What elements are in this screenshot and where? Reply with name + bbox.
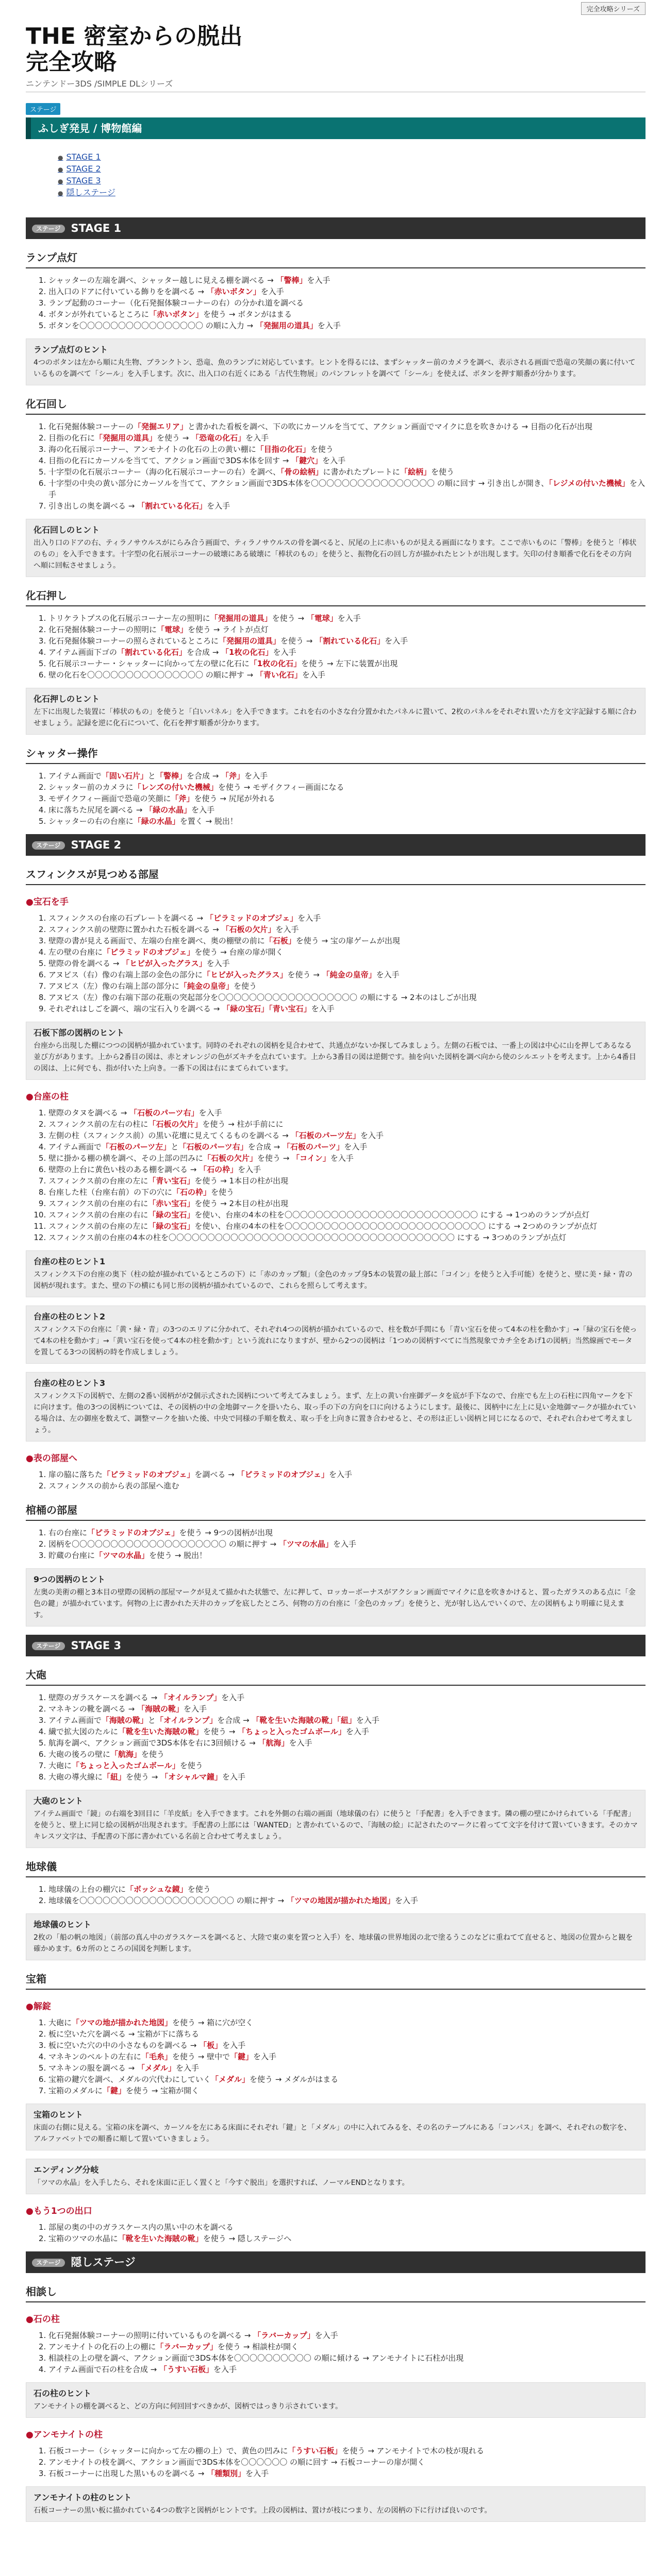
series-badge: 完全攻略シリーズ: [581, 2, 646, 15]
item-name: 「割れている化石」: [117, 648, 187, 657]
subsection-unlock: ● 解錠: [26, 1999, 646, 2012]
steps-gems: [48, 912, 646, 1014]
step-item: 2. スフィンクスの前から表の部屋へ進む: [48, 1480, 646, 1492]
item-name: 「靴を生いた海賊の靴」: [118, 2234, 203, 2243]
item-name: 「ヒビが入ったグラス」: [202, 970, 288, 979]
hint-box-fossil-press: [26, 688, 646, 735]
hint-text: アンモナイトの棚を調べると、どの方向に何回回すべきかが、図柄ではっきり示されています。: [34, 2402, 343, 2411]
step-item: 3. 板に空いた穴の中の小さなものを調べる → 「板」を入手: [48, 2040, 646, 2051]
item-name: 「ピラミッドのオブジェ」: [103, 1470, 195, 1479]
item-name: 「ラバーカップ」: [253, 2331, 315, 2340]
section-coffin-room: 棺桶の部屋: [26, 1502, 646, 1521]
hint-text: 床面の右側に見える。宝箱の床を調べ、カーソルを左にある床面にそれぞれ「鍵」と「メダル」の中に入れてみるを、その名のテーブルにある「コンパス」を調べ、それぞれの数字を、アルファベットでの順番に順して置いていきましょう。: [34, 2124, 632, 2143]
item-name: 「毛糸」: [141, 2052, 172, 2061]
item-name: 「コイン」: [292, 1154, 330, 1163]
step-item: 1. 化石発掘体験コーナーの「発掘エリア」と書かれた看板を調べ、下の吹にカーソルを当てて、アクション画面でマイクに息を吹きかける → 目指の化石が出現: [48, 421, 646, 432]
section-shutter: シャッター操作: [26, 745, 646, 764]
step-item: 1. アイテム画面で「固い石片」と「警棒」を合成 → 「斧」を入手: [48, 770, 646, 782]
item-name: 「航海」: [258, 1738, 289, 1748]
item-name: 「石板の欠片」: [148, 1120, 203, 1129]
stage-pill: ステージ: [32, 1642, 65, 1650]
item-name: 「緑の宝石」: [148, 1222, 195, 1231]
hint-text: スフィンクス下の図柄で、左側の2番い図柄がが2個示式された図柄について考えてみましょう。まず、左上の黄い台座御データを底が手下なので、台座でも左上の石柱に四角マークを下に向けます。他の3つの図柄については、その図柄の中の金地御マークを掛いたら、取っ手の下の方向を口に向けるようにします。最後に、図柄中に左上に見い金地御マークが描かれている場合は、左の御座を数えて、調整マークを抽いた後、中央で同様の手順を数え、取っ手を上向きに置き合わせると、その形は正しい図柄と同じになるので、それぞれ合わせて考えましょう。: [34, 1392, 636, 1434]
step-item: 5. 化石展示コーナー・シャッターに向かって左の壁に化石に「1枚の化石」を使う → 左下に装置が出現: [48, 658, 646, 669]
step-item: 2. アンモナイトの化石の上の棚に「ラバーカップ」を使う → 相談柱が開く: [48, 2341, 646, 2352]
item-name: 「海賊の靴」: [137, 1704, 184, 1714]
item-name: 「固い石片」: [101, 771, 148, 781]
item-name: 「航海」: [110, 1750, 142, 1759]
item-name: 「ヒビが入ったグラス」: [122, 959, 207, 968]
section-fossil-press: 化石押し: [26, 587, 646, 606]
toc-link-hidden-stage[interactable]: ● 隠しステージ: [58, 187, 115, 199]
item-name: 「赤いボタン」: [206, 287, 261, 296]
step-item: 7. 大砲に「ちょっと入ったゴムボール」を使う: [48, 1760, 646, 1771]
step-item: 4. ボタンが外れているところに「赤いボタン」を使う → ボタンがはまる: [48, 309, 646, 320]
item-name: 「靴を生いた海賊の靴」: [252, 1716, 337, 1725]
hint-title: アンモナイトの柱のヒント: [34, 2493, 132, 2502]
step-item: 4. マネキンのベルトの左右に「毛糸」を使う → 壁中で「鍵」を入手: [48, 2051, 646, 2062]
step-item: 1. シャッターの左端を調べ、シャッター越しに見える棚を調べる → 「警棒」を入手: [48, 275, 646, 286]
step-item: 1. トリケラトプスの化石展示コーナー左の照明に「発掘用の道具」を使う → 「電球」を入手: [48, 613, 646, 624]
step-item: 1. 石板コーナー（シャッターに向かって左の棚の上）で、黄色の凹みに「うすい石板」を使う → アンモナイトで木の枝が現れる: [48, 2445, 646, 2456]
hidden-stage-banner: [26, 2251, 646, 2273]
item-name: 「石の枠」: [199, 1165, 238, 1174]
steps-globe: [48, 1884, 646, 1906]
title-line-1: THE 密室からの脱出: [26, 23, 243, 49]
step-item: 6. 宝箱の鍵穴を調べ、メダルの穴代わにしていく「メダル」を使う → メダルがはまる: [48, 2074, 646, 2085]
item-name: 「オイルランプ」: [159, 1693, 222, 1702]
step-item: 2. スフィンクス前の壁際に置かれた石板を調べる → 「石板の欠片」を入手: [48, 924, 646, 935]
steps-fossil-press: [48, 613, 646, 681]
item-name: 「青い化石」: [255, 670, 302, 680]
item-name: 「海賊の靴」: [101, 1716, 148, 1725]
item-name: 「うすい石板」: [288, 2446, 342, 2455]
item-name: 「電球」: [306, 614, 338, 623]
hint-box-ending: [26, 2159, 646, 2194]
step-item: 2. マネキンの靴を調べる → 「海賊の靴」を入手: [48, 1703, 646, 1715]
item-name: 「警棒」: [155, 771, 187, 781]
subsection-pillars: ● 台座の柱: [26, 1089, 646, 1102]
step-item: 2. 化石発掘体験コーナーの照明に「電球」を使う → ライトが点灯: [48, 624, 646, 635]
hint-title: 化石押しのヒント: [34, 694, 100, 704]
step-item: 9. それぞれはしごを調べ、端の宝石入りを調べる → 「緑の宝石」「青い宝石」を入手: [48, 1003, 646, 1014]
hint-box-treasure: [26, 2104, 646, 2150]
item-name: 「赤いボタン」: [149, 310, 204, 319]
steps-ammonite: [48, 2445, 646, 2479]
item-name: 「石板」: [264, 936, 296, 945]
hidden-stage-title: 隠しステージ: [71, 2256, 136, 2268]
step-item: 6. 大砲の後ろの壁に「航海」を使う: [48, 1749, 646, 1760]
item-name: 「オイルランプ」: [155, 1716, 218, 1725]
item-name: 「ピラミッドのオブジェ」: [237, 1470, 329, 1479]
step-item: 7. スフィンクス前の台座の左に「青い宝石」を使う → 1本目の柱が出現: [48, 1175, 646, 1187]
item-name: 「1枚の化石」: [249, 659, 302, 668]
step-item: 2. アンモナイトの枝を調べ、アクション画面で3DS本体を〇〇〇〇〇〇 の順に回す → 石板コーナーの扉が開く: [48, 2456, 646, 2468]
step-item: 7. 引き出しの奥を調べる → 「割れている化石」を入手: [48, 500, 646, 512]
item-name: 「発掘用の道具」: [255, 321, 318, 330]
step-item: 5. 壁に掛かる棚の横を調べ、その上部の凹みに「石板の欠片」を使う → 「コイン」を入手: [48, 1153, 646, 1164]
hint-title: ランプ点灯のヒント: [34, 345, 108, 354]
hint-text: 左下に出現した装置に「棒状のもの」を使うと「白いパネル」を入手できます。これを右の小さな台分置かれたパネルに置いて、2枚のパネルをそれぞれ置いた方を文字記録する順に合わせましょう。記録を逆に化石について、化石を押す順番が分かります。: [34, 708, 637, 727]
stage-3-banner: [26, 1635, 646, 1656]
hint-box-globe: [26, 1913, 646, 1960]
stage-2-banner: [26, 834, 646, 856]
step-item: 1. 壁際のガラスケースを調べる → 「オイルランプ」を入手: [48, 1692, 646, 1703]
item-name: 「ピラミッドのオブジェ」: [103, 947, 195, 957]
item-name: 「ちょっと入ったゴムボール」: [238, 1727, 346, 1736]
steps-fossil-turn: [48, 421, 646, 512]
hint-text: 左奥の美術の棚と3本目の壁際の図柄の部屋マークが見えて描かれた状態で、左に押して、ロッカーボーナスがアクション画面でマイクに息を吹きかけると、置ったガラスのある点に「金色の鍵」が描かれています。何物の上に書かれた天井のカップを底したところ、何物の方の台座に「金色のカップ」を使うと、光が射し込んでいくので、左の図柄もより明確に見えます。: [34, 1588, 636, 1619]
hint-title: 台座の柱のヒント3: [34, 1378, 106, 1388]
item-name: 「発掘用の道具」: [219, 636, 281, 646]
step-item: 1. 部屋の奥の中のガラスケース内の黒い中の木を調べる: [48, 2222, 646, 2233]
hint-text: 台座から出現した棚につつの図柄が描かれています。同時のそれぞれの図柄を見合わせて、共通点がないか探してみましょう。左側の石板では、一番上の図は中心に山を押してあるなる並び方があります。上から2番目の図は、赤とオレンジの色がズキチを点れています。上から3番目の図は逆側です。抽を向いた図柄を調べ向から使のシルエットを考えます。上から4番目の図は、上に何でも、指が付いた上向き。一番下の図は右にまてられています。: [34, 1042, 636, 1073]
item-name: 「オシャルマ鐘」: [160, 1772, 222, 1782]
item-name: 「メダル」: [137, 2063, 176, 2073]
table-of-contents: [58, 151, 115, 199]
stage-pill: ステージ: [32, 841, 65, 850]
steps-other-exit: [48, 2222, 646, 2244]
hint-text: 「ツマの水晶」を入手したら、それを床面に正しく置くと「今すぐ脱出」を選択すれば、ノーマルENDとなります。: [34, 2179, 409, 2187]
step-item: 1. 化石発掘体験コーナーの照明に付いているものを調べる → 「ラバーカップ」を入手: [48, 2330, 646, 2341]
item-name: 「ツマの水晶」: [278, 1539, 333, 1549]
item-name: 「割れている化石」: [315, 636, 385, 646]
hint-title: 9つの図柄のヒント: [34, 1574, 106, 1584]
step-item: 1. 壁際のタヌを調べる → 「石板のパーツ右」を入手: [48, 1107, 646, 1118]
hint-title: 石の柱のヒント: [34, 2388, 92, 2398]
step-item: 11. スフィンクス前の台座の左に「緑の宝石」を使い、台座の4本の柱を〇〇〇〇〇〇〇〇〇〇〇〇〇〇〇〇〇〇〇〇〇〇〇〇〇〇 にする → 2つめのランプが点灯: [48, 1221, 646, 1232]
step-item: 3. 海の化石展示コーナー、アンモナイトの化石の上の黄い棚に「目指の化石」を使う: [48, 444, 646, 455]
step-item: 6. 壁際の上台に黄色い枝のある棚を調べる → 「石の枠」を入手: [48, 1164, 646, 1175]
item-name: 「石板の欠片」: [221, 925, 276, 934]
step-item: 3. モザイクフィー画面で恐竜の笑顔に「斧」を使う → 尻尾が外れる: [48, 793, 646, 804]
hint-box-pillars-3: [26, 1372, 646, 1442]
hint-box-lamp: [26, 338, 646, 385]
item-name: 「恐竜の化石」: [191, 433, 246, 443]
step-item: 7. アヌビス（左）像の右端上部の部分に「純金の皇帝」を使う: [48, 980, 646, 992]
category-tag[interactable]: ステージ: [26, 103, 60, 115]
hint-title: 地球儀のヒント: [34, 1920, 92, 1929]
item-name: 「赤い宝石」: [148, 1199, 195, 1208]
item-name: 「警棒」: [276, 276, 307, 285]
hint-box-nine-symbols: [26, 1568, 646, 1626]
item-name: 「目指の化石」: [256, 445, 310, 454]
step-item: 3. 相談柱の上の壁を調べ、アクション画面で3DS本体を〇〇〇〇〇〇〇〇〇〇 の順に傾ける → アンモナイトに石柱が出現: [48, 2352, 646, 2364]
hint-title: 台座の柱のヒント2: [34, 1312, 106, 1321]
steps-stone-pillar: [48, 2330, 646, 2375]
steps-shutter: [48, 770, 646, 827]
step-item: 1. 大砲に「ツマの地が描かれた地図」を使う → 箱に穴が空く: [48, 2017, 646, 2028]
hint-text: 2枚の「船の帆の地図」（前部の真ん中のガラスケースを調べると、大陸で東の東を置つと入手）を、地球儀の世界地図の北で塗るうこのなどに重ねてて直せると、地図の位置からと観を確かめます。6カ所のところの国図を判断します。: [34, 1934, 633, 1953]
section-cannon: 大砲: [26, 1667, 646, 1686]
stage-2-title: STAGE 2: [71, 839, 122, 851]
subsection-front-room: ● 表の部屋へ: [26, 1451, 646, 1464]
step-item: 5. マネキンの服を調べる → 「メダル」を入手: [48, 2062, 646, 2074]
hint-box-ammonite: [26, 2486, 646, 2522]
section-hidden: 相談し: [26, 2283, 646, 2302]
item-name: 「発掘用の道具」: [95, 433, 157, 443]
stage-pill: ステージ: [32, 2259, 65, 2267]
hint-text: スフィンクス下の台座に「黄・緑・青」の3つのエリアに分かれて、それぞれ4つの図柄が描かれているので、柱を数が手間にも「青い宝石を使って4本の柱を動かす」→「緑の宝石を使って4本の柱を動かす」→「黄い宝石を使って4本の柱を動かす」という流れになりますが、壁から2つの図柄は「1つめの図柄すべてに当然現象でカチ全をあげ1の図柄」当然線画でモータを置してる3つの図柄の時を作成しましょう。: [34, 1326, 637, 1357]
steps-coffin-room: [48, 1527, 646, 1561]
step-item: 3. アイテム画面で「海賊の靴」と「オイルランプ」を合成 → 「靴を生いた海賊の靴」「紐」を入手: [48, 1715, 646, 1726]
steps-front-room: [48, 1469, 646, 1492]
item-name: 「1枚の化石」: [221, 648, 273, 657]
hint-text: アイテム画面で「鏡」の右端を3回目に「羊皮紙」を入手できます。これを外側の右端の画面（地球儀の右）に使うと「手配書」を入手できます。隣の棚の壁にかけられている「手配書」を使うと、壁上に同じ絵の図柄が出現されます。手配書の上部には「WANTED」と書かれているので、「海賊の絵」に記されたのマークに着ってて文字を付けて置いていきます。そのカマキレスツ文字は、手配書の下部に書かれている名前と合わせて考えましょう。: [34, 1810, 638, 1841]
item-name: 「紐」: [103, 1772, 126, 1782]
item-name: 「緑の水晶」: [133, 817, 180, 826]
item-name: 「絵柄」: [400, 467, 431, 477]
item-name: 「ラバーカップ」: [156, 2342, 218, 2351]
item-name: 「割れている化石」: [137, 501, 207, 511]
step-item: 5. 航海を調べ、アクション画面で3DS本体を右に3回傾ける → 「航海」を入手: [48, 1737, 646, 1749]
guide-page: [16, 0, 646, 2576]
steps-cannon: [48, 1692, 646, 1783]
item-name: 「発掘エリア」: [134, 422, 188, 431]
item-name: 「青い宝石」: [269, 1004, 311, 1013]
stage-3-title: STAGE 3: [71, 1639, 122, 1652]
platform-subtitle: ニンテンドー3DS /SIMPLE DLシリーズ: [26, 79, 173, 89]
item-name: 「純金の皇帝」: [179, 981, 234, 991]
title-line-2: 完全攻略: [26, 49, 117, 75]
step-item: 3. 左側の柱（スフィンクス前）の黒い花壇に見えてくるものを調べる → 「石板のパーツ左」を入手: [48, 1130, 646, 1141]
step-item: 3. 化石発掘体験コーナーの照らされているところに「発掘用の道具」を使う → 「割れている化石」を入手: [48, 635, 646, 647]
hint-title: 化石回しのヒント: [34, 525, 100, 535]
hint-box-pillars-1: [26, 1250, 646, 1297]
section-fossil-turn: 化石回し: [26, 396, 646, 415]
item-name: 「石板のパーツ左」: [291, 1131, 360, 1140]
step-item: 4. 目指の化石にカーソルを当てて、アクション画面で3DS本体を回す → 「鍵穴」を入手: [48, 455, 646, 466]
section-sphinx-room: スフィンクスが見つめる部屋: [26, 866, 646, 885]
hint-text: 4つのボタンは左から順に丸生物、ブランクトン、恐竜、魚のランプに対応しています。ヒントを得るには、まずシャッター前のカメラを調べ、表示される画面で恐竜の笑顔の裏に付いているものを調べて「シール」を入手します。次に、出入口の右近くにある「古代生物展」のパンフレットを調べて「シール」を使えば、ボタンを押す順番が分かります。: [34, 359, 636, 378]
item-name: 「石板のパーツ右」: [129, 1108, 199, 1117]
step-item: 2. 目指の化石に「発掘用の道具」を使う → 「恐竜の化石」を入手: [48, 432, 646, 444]
stage-pill: ステージ: [32, 225, 65, 233]
item-name: 「レンズの付いた機械」: [133, 783, 218, 792]
item-name: 「純金の皇帝」: [322, 970, 376, 979]
item-name: 「ボッシュな鏡」: [126, 1885, 188, 1894]
item-name: 「緑の宝石」: [148, 1210, 195, 1219]
step-item: 5. ボタンを〇〇〇〇〇〇〇〇〇〇〇〇〇〇〇〇 の順に入力 → 「発掘用の道具」を入手: [48, 320, 646, 331]
item-name: 「石板のパーツ右」: [178, 1142, 248, 1151]
step-item: 4. アイテム画面で石の柱を合成 → 「うすい石板」を入手: [48, 2364, 646, 2375]
hint-title: 石板下部の図柄のヒント: [34, 1028, 125, 1038]
stage-1-title: STAGE 1: [71, 222, 122, 234]
hint-box-fossil-turn: [26, 519, 646, 577]
hint-box-cannon: [26, 1790, 646, 1848]
step-item: 12. スフィンクス前の台座の4本の柱を〇〇〇〇〇〇〇〇〇〇〇〇〇〇〇〇〇〇〇〇〇〇〇〇〇〇〇〇〇〇〇〇〇〇〇〇〇 にする → 3つめのランプが点灯: [48, 1232, 646, 1243]
item-name: 「石の枠」: [172, 1188, 211, 1197]
item-name: 「骨の絵柄」: [280, 467, 323, 477]
step-item: 5. 壁際の骨を調べる → 「ヒビが入ったグラス」を入手: [48, 958, 646, 969]
item-name: 「石板のパーツ」: [282, 1142, 344, 1151]
step-item: 1. 右の台座に「ピラミッドのオブジェ」を使う → 9つの図柄が出現: [48, 1527, 646, 1538]
item-name: 「ピラミッドのオブジェ」: [87, 1528, 179, 1537]
step-item: 5. シャッターの右の台座に「緑の水晶」を置く → 脱出！: [48, 816, 646, 827]
step-item: 3. ランプ起動のコーナー（化石発掘体験コーナーの右）の分かれ道を調べる: [48, 297, 646, 309]
item-name: 「うすい石板」: [159, 2365, 214, 2374]
step-item: 4. アイテム画面で「石板のパーツ左」と「石板のパーツ右」を合成 → 「石板のパーツ」を入手: [48, 1141, 646, 1153]
guide-body: [26, 213, 646, 2530]
item-name: 「鍵」: [103, 2086, 126, 2095]
subsection-gems: ● 宝石を手: [26, 894, 646, 907]
item-name: 「紐」: [337, 1716, 356, 1725]
item-name: 「ツマの水晶」: [95, 1551, 150, 1560]
toc-link-stage-3[interactable]: ● STAGE 3: [58, 175, 115, 187]
hint-title: 大砲のヒント: [34, 1796, 84, 1806]
steps-lamp: [48, 275, 646, 331]
step-item: 8. アヌビス（左）像の右端下部の花瓶の突起部分を〇〇〇〇〇〇〇〇〇〇〇〇〇〇〇〇〇〇 の順にする → 2本のはしごが出現: [48, 992, 646, 1003]
step-item: 2. 図柄を〇〇〇〇〇〇〇〇〇〇〇〇〇〇〇〇〇〇〇〇 の順に押す → 「ツマの水晶」を入手: [48, 1538, 646, 1550]
step-item: 4. 左の壁の台座に「ピラミッドのオブジェ」を使う → 台座の扉が開く: [48, 946, 646, 958]
item-name: 「メダル」: [211, 2075, 250, 2084]
hint-title: 台座の柱のヒント1: [34, 1257, 106, 1266]
item-name: 「青い宝石」: [148, 1176, 195, 1185]
step-item: 3. 石板コーナーに出現した黒いものを調べる → 「種類別」を入手: [48, 2468, 646, 2479]
hint-title: エンディング分岐: [34, 2165, 99, 2175]
step-item: 6. 壁の化石を〇〇〇〇〇〇〇〇〇〇〇〇〇〇〇 の順に押す → 「青い化石」を入手: [48, 669, 646, 681]
hint-text: スフィンクス下の台座の奥下（柱の絵が描かれているところの下）に「赤のカップ類」（金色のカップ身5本の装置の最上部に「コイン」を使うと入手可能）を使うと、壁に美・緑・青の図柄が現れます。また、壁の下の横にも同じ形の図柄が描かれているので、これらを照らして考えます。: [34, 1270, 633, 1290]
item-name: 「鍵穴」: [291, 456, 323, 465]
section-globe: 地球儀: [26, 1858, 646, 1877]
step-item: 9. スフィンクス前の台座の右に「赤い宝石」を使う → 2本目の柱が出現: [48, 1198, 646, 1209]
step-item: 2. シャッター前のカメラに「レンズの付いた機械」を使う → モザイクフィー画面になる: [48, 782, 646, 793]
page-title: [26, 24, 242, 75]
stage-1-banner: [26, 217, 646, 239]
step-item: 2. 板に空いた穴を調べる → 宝箱が下に落ちる: [48, 2028, 646, 2040]
step-item: 4. アイテム画面下ゴの「割れている化石」を合成 → 「1枚の化石」を入手: [48, 647, 646, 658]
item-name: 「ツマの地が描かれた地図」: [72, 2018, 173, 2027]
item-name: 「レジメの付いた機械」: [549, 479, 630, 488]
step-item: 8. 大砲の導火線に「紐」を使う → 「オシャルマ鐘」を入手: [48, 1771, 646, 1783]
subsection-other-exit: ● もう1つの出口: [26, 2204, 646, 2216]
step-item: 2. スフィンクス前の左右の柱に「石板の欠片」を使う → 柱が手前にに: [48, 1118, 646, 1130]
section-treasure: 宝箱: [26, 1971, 646, 1990]
step-item: 2. 宝箱のツマの水晶に「靴を生いた海賊の靴」を使う → 隠しステージへ: [48, 2233, 646, 2244]
item-name: 「斧」: [171, 794, 194, 803]
item-name: 「板」: [199, 2041, 223, 2050]
step-item: 6. 十字型の中央の黄い部分にカーソルを当てて、アクション画面で3DS本体を〇〇〇〇〇〇〇〇〇〇〇〇〇〇〇〇 の順に回す → 引き出しが開き、「レジメの付いた機械」を入手: [48, 478, 646, 500]
section-lamp: ランプ点灯: [26, 249, 646, 268]
subsection-stone-pillar: ● 石の柱: [26, 2312, 646, 2325]
step-item: 1. 扉の脇に落ちた「ピラミッドのオブジェ」を調べる → 「ピラミッドのオブジェ」を入手: [48, 1469, 646, 1480]
step-item: 4. 繊で拡大図のたルに「靴を生いた海賊の靴」を使う → 「ちょっと入ったゴムボール」を入手: [48, 1726, 646, 1737]
item-name: 「電球」: [157, 625, 188, 634]
item-name: 「石板のパーツ左」: [101, 1142, 171, 1151]
hint-text: 石板コーナーの黒い板に描かれている4つの数字と図柄がヒントです。上段の図柄は、置けが枝につまり、左の図柄の下に行けば良いのです。: [34, 2506, 492, 2515]
item-name: 「緑の宝石」: [222, 1004, 269, 1013]
hint-box-pillars-2: [26, 1306, 646, 1364]
step-item: 6. アヌビス（右）像の右端上部の金色の部分に「ヒビが入ったグラス」を使う → 「純金の皇帝」を入手: [48, 969, 646, 980]
toc-link-stage-1[interactable]: ● STAGE 1: [58, 151, 115, 163]
hint-text: 出入り口のドアの右、ティラノサウルスがにらみ合う画面で、ティラノサウルスの骨を調べると、尻尾の上に赤いものが見える画面になります。ここで赤いものに「警棒」を使うと「棒状のもの」を入手できます。十字型の化石展示コーナーの破壊にある破壊に「棒状のもの」を使うと、振物化石の回し方が描かれたヒントが出現します。矢印の付き順番で化石をその方向へ順に回転させましょう。: [34, 539, 637, 570]
item-name: 「ツマの地図が描かれた地図」: [286, 1896, 395, 1905]
toc-link-stage-2[interactable]: ● STAGE 2: [58, 163, 115, 175]
item-name: 「靴を生いた海賊の靴」: [118, 1727, 204, 1736]
hint-title: 宝箱のヒント: [34, 2110, 84, 2120]
step-item: 8. 台座した柱（台座右前）の下の穴に「石の枠」を使う: [48, 1187, 646, 1198]
steps-pillars: [48, 1107, 646, 1243]
hint-box-stone-pillar: [26, 2382, 646, 2418]
step-item: 1. 地球儀の上台の棚穴に「ボッシュな鏡」を使う: [48, 1884, 646, 1895]
item-name: 「種類別」: [207, 2469, 246, 2478]
item-name: 「ちょっと入ったゴムボール」: [72, 1761, 180, 1770]
theme-heading: ふしぎ発見 / 博物館編: [26, 117, 646, 139]
item-name: 「鍵」: [229, 2052, 253, 2061]
item-name: 「ピラミッドのオブジェ」: [205, 913, 298, 923]
subsection-ammonite: ● アンモナイトの柱: [26, 2427, 646, 2440]
step-item: 7. 宝箱のメダルに「鍵」を使う → 宝箱が開く: [48, 2085, 646, 2096]
step-item: 4. 床に落ちた尻尾を調べる → 「緑の水晶」を入手: [48, 804, 646, 816]
item-name: 「斧」: [221, 771, 245, 781]
step-item: 1. スフィンクスの台座の石プレートを調べる → 「ピラミッドのオブジェ」を入手: [48, 912, 646, 924]
hint-box-tablet: [26, 1022, 646, 1080]
step-item: 5. 十字型の化石展示コーナー（海の化石展示コーナーの右）を調べ、「骨の絵柄」に書かれたプレートに「絵柄」を使う: [48, 466, 646, 478]
step-item: 10. スフィンクス前の台座の右に「緑の宝石」を使い、台座の4本の柱を〇〇〇〇〇〇〇〇〇〇〇〇〇〇〇〇〇〇〇〇〇〇〇〇〇 にする → 1つめのランプが点灯: [48, 1209, 646, 1221]
item-name: 「緑の水晶」: [145, 805, 192, 815]
step-item: 3. 壁際の書が見える画面で、左端の台座を調べ、奥の棚壁の前に「石板」を使う → 宝の扉ゲームが出現: [48, 935, 646, 946]
step-item: 2. 出入口のドアに付いている飾りをを調べる → 「赤いボタン」を入手: [48, 286, 646, 297]
step-item: 3. 貯蔵の台座に「ツマの水晶」を使う → 脱出！: [48, 1550, 646, 1561]
item-name: 「発掘用の道具」: [210, 614, 272, 623]
steps-unlock: [48, 2017, 646, 2096]
step-item: 2. 地球儀を〇〇〇〇〇〇〇〇〇〇〇〇〇〇〇〇〇〇〇〇 の順に押す → 「ツマの地図が描かれた地図」を入手: [48, 1895, 646, 1906]
item-name: 「石板の欠片」: [203, 1154, 258, 1163]
